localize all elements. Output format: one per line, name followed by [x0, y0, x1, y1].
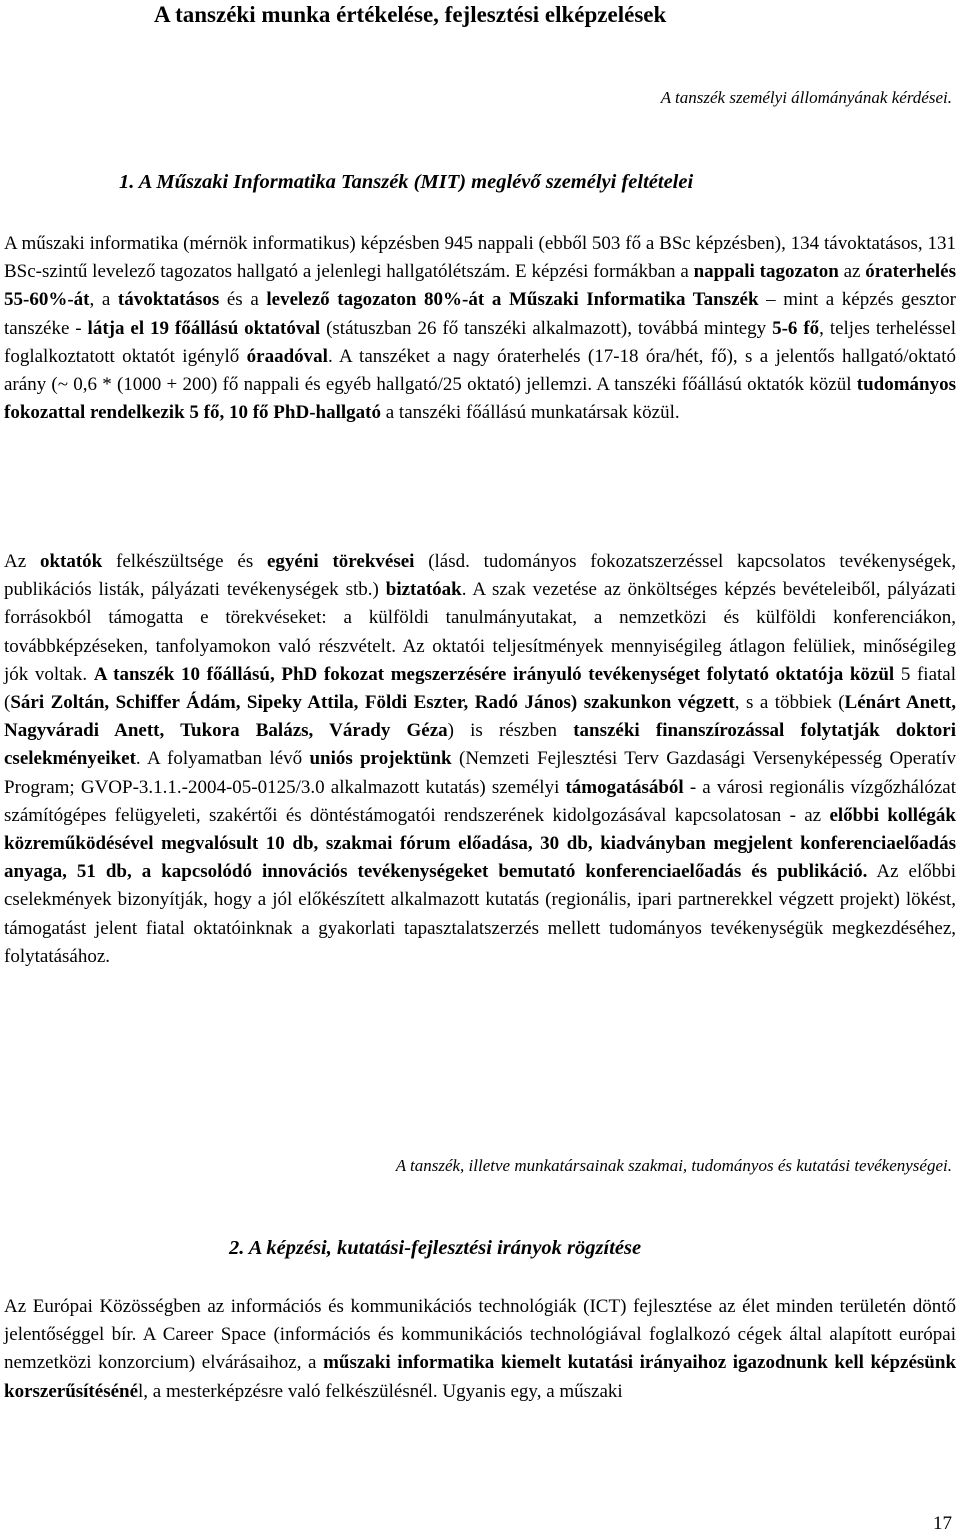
text-run: . A tanszéket a nagy óraterhelés (17-18 óra/hét, fő), s a jelentős hallgató/oktató arány (~ 0,6 * (1000 + 200) fő nappali és egyéb hallgató/25 oktató) jellemzi. A tanszéki főállású oktatók közül — [4, 345, 957, 396]
text-run: . A szak vezetése az önköltséges képzés bevételeiből, pályázati forrásokból támogatta e törekvéseket: a külföldi tanulmányutakat, a nemzetközi és külföldi konferenciákon, továbbképzéseken, tanfolyamokon való részvételt. Az oktatói teljesítmények mennyiségileg átlagon felüliek, minőségileg jók voltak. — [4, 579, 956, 685]
bold-text-run: tudományos fokozattal rendelkezik 5 fő, 10 fő PhD-hallgató — [4, 374, 956, 424]
text-run: a tanszéki főállású munkatársak közül. — [381, 402, 680, 424]
bold-text-run: levelező tagozaton 80%-át a Műszaki Informatika Tanszék — [266, 289, 759, 311]
bold-text-run: oktatók — [39, 551, 103, 572]
bold-text-run: óraterhelés 55-60%-át — [4, 261, 956, 311]
bold-text-run: távoktatásos — [117, 289, 220, 311]
text-run: , teljes terheléssel foglalkoztatott oktatót igénylő — [4, 317, 956, 367]
text-run: l, a mesterképzésre való felkészülésnél. Ugyanis egy, a műszaki — [138, 1380, 623, 1402]
subtitle-activities: A tanszék, illetve munkatársainak szakmai, tudományos és kutatási tevékenységei. — [395, 1156, 952, 1175]
text-run: ) is részben — [447, 720, 574, 742]
bold-text-run: előbbi kollégák közreműködésével megvalósult 10 db, szakmai fórum előadása, 30 db, kiadványban megjelent konferenciaelőadás anyaga, 51 db, a kapcsolódó innovációs tevékenységeket bemutató konferenciaelőadás és publikáció. — [4, 804, 957, 883]
text-run: és a — [219, 289, 267, 311]
text-run: . A folyamatban lévő — [135, 748, 310, 770]
section2-heading: 2. A képzési, kutatási-fejlesztési irányok rögzítése — [229, 1237, 642, 1259]
bold-text-run: biztatóak — [385, 579, 462, 601]
text-run: (Nemzeti Fejlesztési Terv Gazdasági Versenyképesség Operatív Program; GVOP-3.1.1.-2004-05-0125/3.0 alkalmazott kutatás) személyi — [4, 748, 956, 798]
text-run: (státuszban 26 fő tanszéki alkalmazott), továbbá mintegy — [320, 317, 773, 339]
text-run: , s a többiek ( — [734, 692, 845, 714]
text-run: az — [838, 261, 866, 283]
text-run: felkészültsége és — [102, 551, 267, 572]
bold-text-run: óraadóval — [246, 345, 328, 367]
text-run: Az előbbi cselekmények bizonyítják, hogy a jól előkészített alkalmazott kutatás (regionális, ipari partnerekkel végzett projekt) lökést, támogatást jelent fiatal oktatóinknak a gyakorlati tapasztalatszerzés mellett tudományos tevékenységük megkezdéséhez, folytatásához. — [4, 861, 957, 967]
section1-paragraph-1 — [4, 230, 956, 427]
page-number: 17 — [933, 1513, 952, 1534]
text-run: Az — [4, 551, 40, 572]
text-run: (lásd. tudományos fokozatszerzéssel kapcsolatos tevékenységek, publikációs listák, pályázati tevékenységek stb.) — [4, 551, 957, 601]
bold-text-run: A tanszék 10 főállású, PhD fokozat megszerzésére irányuló tevékenységet folytató oktatója közül — [93, 663, 895, 685]
bold-text-run: Lénárt Anett, Nagyváradi Anett, Tukora Balázs, Várady Géza — [4, 692, 956, 742]
bold-text-run: tanszéki finanszírozással folytatják doktori cselekményeiket — [4, 720, 956, 770]
section1-heading: 1. A Műszaki Informatika Tanszék (MIT) meglévő személyi feltételei — [119, 171, 694, 193]
bold-text-run: uniós projektünk — [309, 748, 452, 770]
bold-text-run: műszaki informatika kiemelt kutatási irányaihoz igazodnunk kell képzésünk korszerűsítéséné — [4, 1352, 957, 1402]
section1-paragraph-2 — [4, 548, 956, 971]
text-run: Az Európai Közösségben az információs és kommunikációs technológiák (ICT) fejlesztése az élet minden területén döntő jelentőséggel bír. A Career Space (információs és kommunikációs technológiával foglalkozó cégek által alapított európai nemzetközi konzorcium) elvárásaihoz, a — [4, 1296, 956, 1374]
text-run: – mint a képzés gesztor tanszéke - — [4, 289, 956, 339]
subtitle-personnel: A tanszék személyi állományának kérdései. — [660, 88, 952, 107]
bold-text-run: 5-6 fő — [772, 317, 820, 339]
bold-text-run: Sári Zoltán, Schiffer Ádám, Sipeky Attila, Földi Eszter, Radó János) szakunkon végzett — [10, 692, 735, 714]
bold-text-run: látja el 19 főállású oktatóval — [87, 317, 321, 339]
bold-text-run: nappali tagozaton — [693, 261, 839, 283]
text-run: A műszaki informatika (mérnök informatikus) képzésben 945 nappali (ebből 503 fő a BSc képzésben), 134 távoktatásos, 131 BSc-szintű levelező tagozatos hallgató a jelenlegi hallgatólétszám. E képzési formákban a — [4, 233, 956, 283]
page-title: A tanszéki munka értékelése, fejlesztési elképzelések — [154, 2, 667, 27]
section2-paragraph-1 — [4, 1293, 956, 1406]
text-run: - a városi regionális vízgőzhálózat számítógépes felügyeleti, szakértői és döntéstámogatói rendszerének kidolgozásával kapcsolatosan - az — [4, 776, 956, 826]
bold-text-run: egyéni törekvései — [267, 551, 415, 572]
text-run: , a — [89, 289, 118, 311]
text-run: 5 fiatal ( — [4, 663, 956, 714]
bold-text-run: támogatásából — [565, 776, 684, 798]
